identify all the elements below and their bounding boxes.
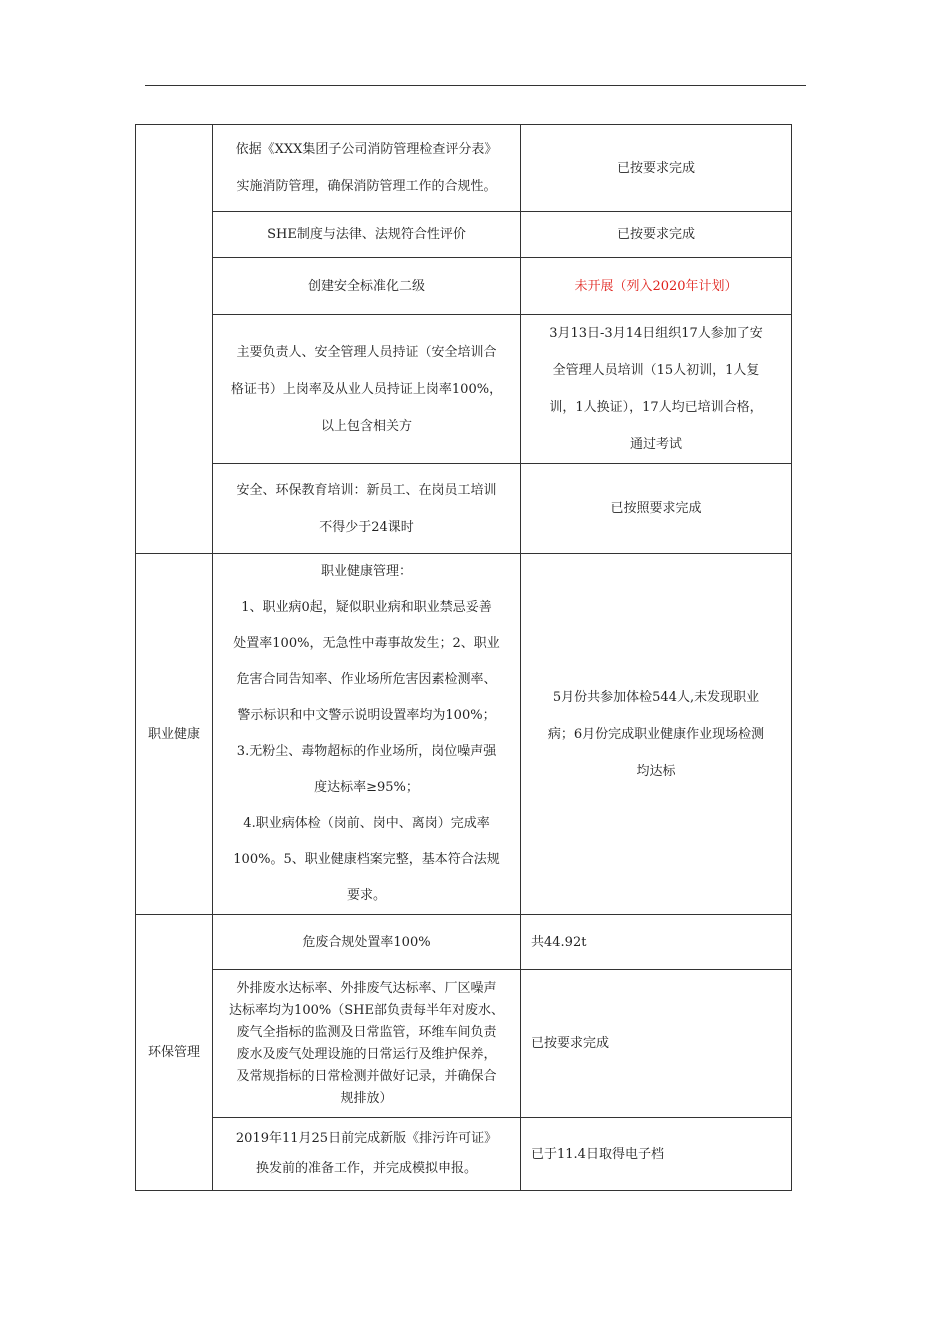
status-cell: 已按照要求完成 — [521, 464, 792, 554]
progress-table — [135, 124, 792, 1191]
table-row — [136, 125, 792, 212]
status-cell: 3月13日-3月14日组织17人参加了安 全管理人员培训（15人初训，1人复 训，1人换证），17人均已培训合格， 通过考试 — [521, 315, 792, 464]
item-cell: 危废合规处置率100% — [213, 915, 521, 970]
category-cell-empty — [136, 125, 213, 554]
status-cell: 已按要求完成 — [521, 125, 792, 212]
table-row — [136, 970, 792, 1118]
item-cell: 安全、环保教育培训：新员工、在岗员工培训 不得少于24课时 — [213, 464, 521, 554]
table-row — [136, 1118, 792, 1191]
item-cell: 依据《XXX集团子公司消防管理检查评分表》 实施消防管理，确保消防管理工作的合规性。 — [213, 125, 521, 212]
status-cell: 共44.92t — [521, 915, 792, 970]
item-cell: SHE制度与法律、法规符合性评价 — [213, 212, 521, 258]
status-cell: 已按要求完成 — [521, 212, 792, 258]
header-rule — [145, 85, 806, 86]
table-row — [136, 464, 792, 554]
item-cell: 创建安全标准化二级 — [213, 258, 521, 315]
status-cell: 已于11.4日取得电子档 — [521, 1118, 792, 1191]
item-cell: 职业健康管理： 1、职业病0起，疑似职业病和职业禁忌妥善 处置率100%，无急性中毒事故发生；2、职业 危害合同告知率、作业场所危害因素检测率、 警示标识和中文警示说明设置率均为100%； 3.无粉尘、毒物超标的作业场所，岗位噪声强 度达标率≥95%； 4.职业病体检（岗前、岗中、离岗）完成率 100%。5、职业健康档案完整，基本符合法规 要求。 — [213, 554, 521, 915]
category-cell: 职业健康 — [136, 554, 213, 915]
table-row — [136, 212, 792, 258]
status-cell: 5月份共参加体检544人,未发现职业 病；6月份完成职业健康作业现场检测 均达标 — [521, 554, 792, 915]
status-cell: 已按要求完成 — [521, 970, 792, 1118]
item-cell: 主要负责人、安全管理人员持证（安全培训合 格证书）上岗率及从业人员持证上岗率100%， 以上包含相关方 — [213, 315, 521, 464]
item-cell: 2019年11月25日前完成新版《排污许可证》 换发前的准备工作，并完成模拟申报。 — [213, 1118, 521, 1191]
table-row — [136, 554, 792, 915]
table-row — [136, 315, 792, 464]
table-row — [136, 258, 792, 315]
item-cell: 外排废水达标率、外排废气达标率、厂区噪声 达标率均为100%（SHE部负责每半年对废水、 废气全指标的监测及日常监管，环维车间负责 废水及废气处理设施的日常运行及维护保养， 及常规指标的日常检测并做好记录，并确保合 规排放） — [213, 970, 521, 1118]
table-row — [136, 915, 792, 970]
category-cell: 环保管理 — [136, 915, 213, 1191]
status-cell-not-started: 未开展（列入2020年计划） — [521, 258, 792, 315]
